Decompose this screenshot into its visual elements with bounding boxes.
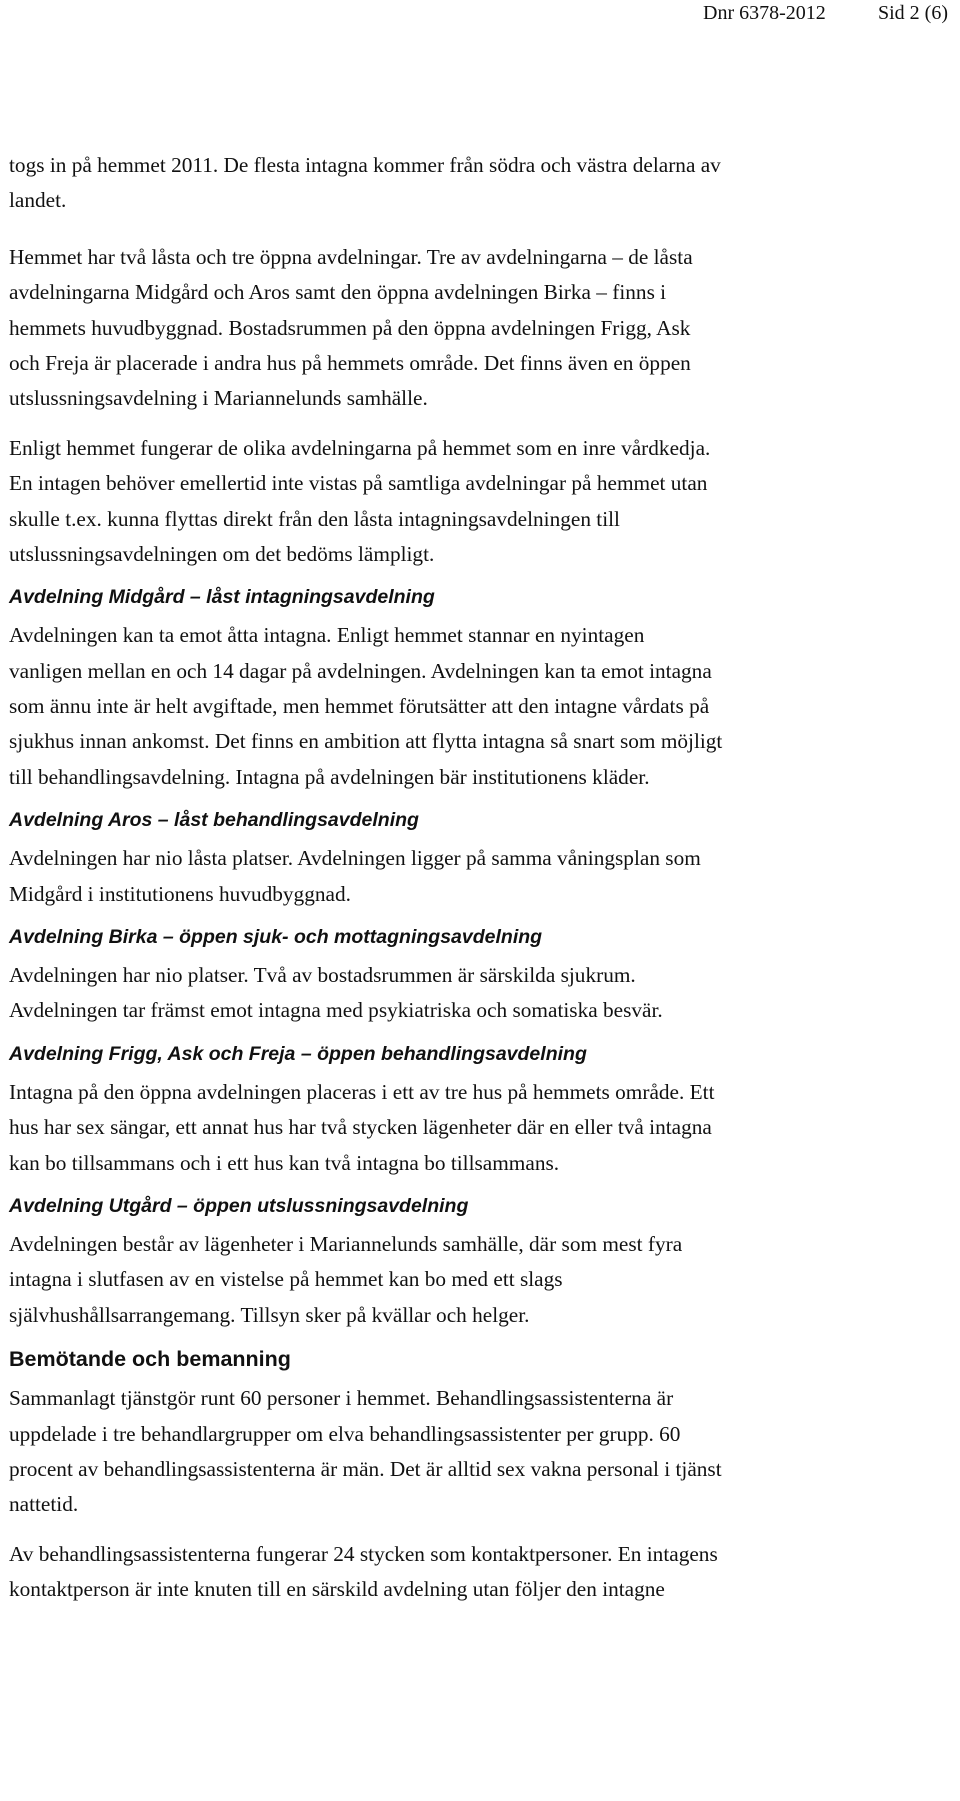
text-line: utslussningsavdelning i Mariannelunds samhälle. (9, 386, 428, 411)
text-line: Avdelningen består av lägenheter i Mariannelunds samhälle, där som mest fyra (9, 1231, 683, 1256)
page-header (0, 0, 960, 30)
text-line: som ännu inte är helt avgiftade, men hemmet förutsätter att den intagne vårdats på (9, 694, 710, 719)
text-line: sjukhus innan ankomst. Det finns en ambition att flytta intagna så snart som möjligt (9, 729, 723, 754)
section-heading-birka: Avdelning Birka – öppen sjuk- och mottagningsavdelning (9, 926, 543, 949)
text-line: hemmets huvudbyggnad. Bostadsrummen på den öppna avdelningen Frigg, Ask (9, 315, 691, 340)
text-line: Hemmet har två låsta och tre öppna avdelningar. Tre av avdelningarna – de låsta (9, 244, 693, 269)
section-text-frigg-ask-freja (9, 1075, 954, 1181)
text-line: Enligt hemmet fungerar de olika avdelningarna på hemmet som en inre vårdkedja. (9, 435, 711, 460)
section-heading-midgard: Avdelning Midgård – låst intagningsavdelning (9, 586, 435, 609)
staffing-paragraph-2 (9, 1537, 954, 1608)
paragraph-care-chain (9, 431, 954, 573)
text-line: Avdelningen har nio låsta platser. Avdelningen ligger på samma våningsplan som (9, 846, 701, 871)
staffing-paragraph-1 (9, 1381, 954, 1523)
text-line: En intagen behöver emellertid inte vistas på samtliga avdelningar på hemmet utan (9, 471, 708, 496)
text-line: vanligen mellan en och 14 dagar på avdelningen. Avdelningen kan ta emot intagna (9, 658, 712, 683)
page-number: Sid 2 (6) (878, 2, 948, 24)
section-heading-staffing: Bemötande och bemanning (9, 1347, 291, 1372)
text-line: kan bo tillsammans och i ett hus kan två intagna bo tillsammans. (9, 1150, 560, 1175)
text-line: landet. (9, 188, 67, 213)
text-line: Av behandlingsassistenterna fungerar 24 stycken som kontaktpersoner. En intagens (9, 1541, 718, 1566)
section-text-utgard (9, 1227, 954, 1333)
paragraph-intro (9, 148, 954, 219)
text-line: skulle t.ex. kunna flyttas direkt från den låsta intagningsavdelningen till (9, 506, 620, 531)
text-line: Sammanlagt tjänstgör runt 60 personer i hemmet. Behandlingsassistenterna är (9, 1386, 674, 1411)
section-text-birka (9, 958, 954, 1029)
text-line: hus har sex sängar, ett annat hus har två stycken lägenheter där en eller två intagna (9, 1115, 712, 1140)
text-line: Intagna på den öppna avdelningen placeras i ett av tre hus på hemmets område. Ett (9, 1079, 715, 1104)
section-heading-utgard: Avdelning Utgård – öppen utslussningsavdelning (9, 1194, 469, 1217)
text-line: togs in på hemmet 2011. De flesta intagna kommer från södra och västra delarna av (9, 153, 721, 177)
text-line: till behandlingsavdelning. Intagna på avdelningen bär institutionens kläder. (9, 764, 650, 789)
section-heading-frigg-ask-freja: Avdelning Frigg, Ask och Freja – öppen behandlingsavdelning (9, 1042, 587, 1065)
text-line: uppdelade i tre behandlargrupper om elva behandlingsassistenter per grupp. 60 (9, 1421, 681, 1446)
section-text-midgard (9, 618, 954, 795)
text-line: procent av behandlingsassistenterna är män. Det är alltid sex vakna personal i tjänst (9, 1456, 722, 1481)
section-text-aros (9, 841, 954, 912)
text-line: Avdelningen har nio platser. Två av bostadsrummen är särskilda sjukrum. (9, 963, 636, 988)
text-line: avdelningarna Midgård och Aros samt den öppna avdelningen Birka – finns i (9, 280, 667, 305)
text-line: kontaktperson är inte knuten till en särskild avdelning utan följer den intagne (9, 1577, 665, 1602)
text-line: utslussningsavdelningen om det bedöms lämpligt. (9, 541, 435, 566)
paragraph-departments (9, 240, 954, 417)
text-line: nattetid. (9, 1492, 79, 1517)
document-number: Dnr 6378-2012 (703, 2, 826, 24)
text-line: Midgård i institutionens huvudbyggnad. (9, 881, 351, 906)
text-line: Avdelningen tar främst emot intagna med psykiatriska och somatiska besvär. (9, 998, 663, 1023)
text-line: intagna i slutfasen av en vistelse på hemmet kan bo med ett slags (9, 1267, 563, 1292)
text-line: Avdelningen kan ta emot åtta intagna. Enligt hemmet stannar en nyintagen (9, 623, 645, 648)
text-line: och Freja är placerade i andra hus på hemmets område. Det finns även en öppen (9, 350, 691, 375)
document-body (9, 148, 954, 1608)
section-heading-aros: Avdelning Aros – låst behandlingsavdelning (9, 809, 419, 832)
text-line: självhushållsarrangemang. Tillsyn sker på kvällar och helger. (9, 1302, 530, 1327)
